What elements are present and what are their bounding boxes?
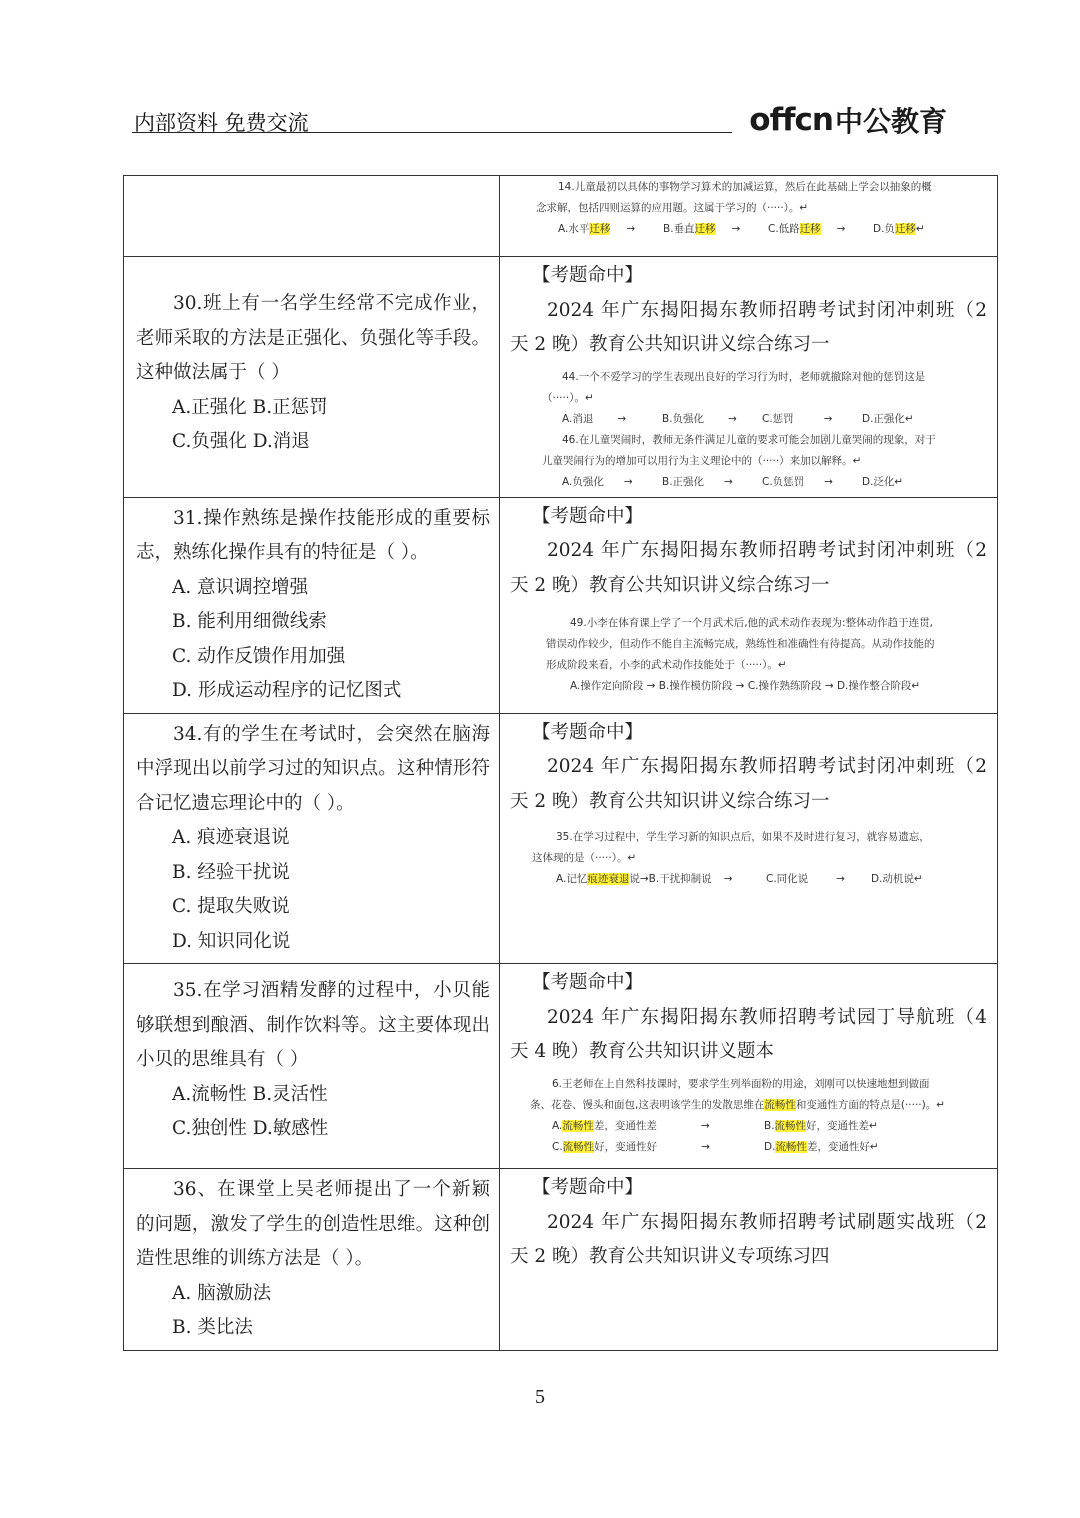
question-option: A. 意识调控增强 <box>172 576 309 598</box>
snippet-line: 49.小李在体育课上学了一个月武术后,他的武术动作表现为:整体动作趋于连贯, <box>570 617 933 629</box>
snippet-option: C.低路迁移 → <box>768 223 846 235</box>
question-option: B. 类比法 <box>172 1317 253 1338</box>
snippet-options <box>542 409 997 430</box>
source-title: 2024 年广东揭阳揭东教师招聘考试封闭冲刺班（2 天 2 晚）教育公共知识讲义综合练习一 <box>510 299 987 355</box>
page-header <box>132 98 947 136</box>
page-number: 5 <box>535 1386 545 1408</box>
snippet-options <box>530 1137 997 1158</box>
snippet-option: D.流畅性差，变通性好↵ <box>764 1140 879 1153</box>
source-cell <box>500 176 998 257</box>
snippet-line: 这体现的是（·····）。↵ <box>532 852 637 864</box>
table-row <box>124 176 998 257</box>
table-row <box>124 1169 998 1351</box>
snippet-option: B.垂直迁移 → <box>663 223 741 235</box>
snippet-line: 14.儿童最初以具体的事物学习算术的加减运算，然后在此基础上学会以抽象的概 <box>558 181 932 193</box>
question-cell <box>124 713 500 964</box>
snippet-option: C.负惩罚 → <box>762 475 833 488</box>
snippet-option: D.负迁移↵ <box>873 223 925 235</box>
question-option: C.负强化 D.消退 <box>172 431 310 452</box>
source-screenshot-snippet <box>500 1074 997 1160</box>
question-stem: 35.在学习酒精发酵的过程中，小贝能够联想到酿酒、制作饮料等。这主要体现出小贝的思维具有（ ） <box>136 980 490 1070</box>
snippet-option: A.消退 → <box>562 412 627 425</box>
question-cell <box>124 257 500 498</box>
snippet-line: 6.王老师在上自然科技课时，要求学生列举面粉的用途，刘刚可以快速地想到做面 <box>552 1077 930 1090</box>
snippet-options <box>532 869 997 890</box>
question-option: A. 痕迹衰退说 <box>172 827 290 848</box>
source-screenshot-snippet <box>500 823 997 894</box>
header-left-text: 内部资料 免费交流 <box>134 111 309 135</box>
question-option: C.独创性 D.敏感性 <box>172 1118 329 1139</box>
question-cell <box>124 1169 500 1351</box>
hit-label: 【考题命中】 <box>532 721 644 743</box>
hit-label: 【考题命中】 <box>532 972 644 993</box>
source-screenshot-snippet <box>500 367 997 497</box>
snippet-option: D.正强化↵ <box>862 412 914 425</box>
question-option: D. 知识同化说 <box>172 930 291 952</box>
question-cell <box>124 497 500 713</box>
question-cell <box>124 176 500 257</box>
source-cell <box>500 497 998 713</box>
source-screenshot-snippet <box>500 176 997 240</box>
question-stem: 30.班上有一名学生经常不完成作业，老师采取的方法是正强化、负强化等手段。这种做法属于（ ） <box>136 293 490 383</box>
snippet-options <box>536 219 997 240</box>
snippet-options <box>542 472 997 493</box>
logo-latin-text: offcn <box>749 102 833 138</box>
snippet-option: B.正强化 → <box>662 475 733 488</box>
snippet-option: B.负强化 → <box>662 412 737 425</box>
snippet-line: 46.在儿童哭闹时，教师无条件满足儿童的要求可能会加剧儿童哭闹的现象，对于 <box>562 433 936 446</box>
question-stem: 34.有的学生在考试时，会突然在脑海中浮现出以前学习过的知识点。这种情形符合记忆遗忘理论中的（ ）。 <box>136 723 490 814</box>
snippet-option: A.负强化 → <box>562 475 633 488</box>
snippet-option: C.惩罚 → <box>762 412 833 425</box>
source-title: 2024 年广东揭阳揭东教师招聘考试刷题实战班（2 天 2 晚）教育公共知识讲义专项练习四 <box>510 1211 987 1267</box>
table-row <box>124 713 998 964</box>
snippet-line: 儿童哭闹行为的增加可以用行为主义理论中的（·····）来加以解释。↵ <box>542 454 862 467</box>
snippet-line: 形成阶段来看，小李的武术动作技能处于（·····）。↵ <box>546 659 787 671</box>
source-cell <box>500 257 998 498</box>
table-row <box>124 964 998 1169</box>
question-match-table <box>123 175 998 1351</box>
question-option: D. 形成运动程序的记忆图式 <box>172 680 402 701</box>
header-underline <box>132 132 732 133</box>
snippet-option: D.泛化↵ <box>862 475 904 488</box>
snippet-line: 35.在学习过程中，学生学习新的知识点后，如果不及时进行复习，就容易遗忘， <box>556 831 930 843</box>
source-cell <box>500 713 998 964</box>
snippet-option: A.水平迁移 → <box>558 223 636 235</box>
question-option: A. 脑激励法 <box>172 1282 272 1304</box>
snippet-option: C.流畅性好，变通性好 → <box>552 1140 710 1153</box>
question-option: A.流畅性 B.灵活性 <box>172 1083 328 1105</box>
question-option: B. 能利用细微线索 <box>172 611 327 632</box>
source-title: 2024 年广东揭阳揭东教师招聘考试封闭冲刺班（2 天 2 晚）教育公共知识讲义综合练习一 <box>510 540 987 596</box>
source-screenshot-snippet <box>500 607 997 701</box>
question-option: B. 经验干扰说 <box>172 861 290 883</box>
question-option: C. 动作反馈作用加强 <box>172 645 346 667</box>
snippet-option: A.流畅性差，变通性差 → <box>552 1119 710 1132</box>
snippet-line: 条、花卷、馒头和面包,这表明该学生的发散思维在流畅性和变通性方面的特点是(·····)。↵ <box>530 1098 946 1111</box>
source-title: 2024 年广东揭阳揭东教师招聘考试园丁导航班（4 天 4 晚）教育公共知识讲义题本 <box>510 1006 987 1062</box>
snippet-option: A.记忆痕迹衰退说→B.干扰抑制说 → <box>556 873 733 885</box>
question-option: A.正强化 B.正惩罚 <box>172 396 328 418</box>
snippet-option: C.同化说 → <box>766 873 845 885</box>
snippet-line: 错误动作较少，但动作不能自主流畅完成，熟练性和准确性有待提高。从动作技能的 <box>546 638 935 650</box>
snippet-option: D.动机说↵ <box>871 873 923 885</box>
snippet-option: B.流畅性好，变通性差↵ <box>764 1119 878 1132</box>
question-stem: 31.操作熟练是操作技能形成的重要标志，熟练化操作具有的特征是（ ）。 <box>136 507 490 563</box>
hit-label: 【考题命中】 <box>532 505 644 527</box>
snippet-line: （·····）。↵ <box>542 391 594 404</box>
snippet-options <box>530 1116 997 1137</box>
snippet-line: 44.一个不爱学习的学生表现出良好的学习行为时，老师就撤除对他的惩罚这是 <box>562 370 926 383</box>
question-option: C. 提取失败说 <box>172 896 290 917</box>
table-row <box>124 257 998 498</box>
snippet-options: A.操作定向阶段 → B.操作模仿阶段 → C.操作熟练阶段 → D.操作整合阶段↵ <box>570 680 921 692</box>
question-cell <box>124 964 500 1169</box>
offcn-logo <box>749 98 947 136</box>
snippet-line: 念求解，包括四则运算的应用题。这属于学习的（·····）。↵ <box>536 202 809 214</box>
source-cell <box>500 1169 998 1351</box>
table-row <box>124 497 998 713</box>
question-stem: 36、在课堂上吴老师提出了一个新颖的问题，激发了学生的创造性思维。这种创造性思维的训练方法是（ ）。 <box>136 1179 490 1269</box>
hit-label: 【考题命中】 <box>532 265 644 286</box>
source-cell <box>500 964 998 1169</box>
hit-label: 【考题命中】 <box>532 1177 644 1198</box>
logo-chinese-text: 中公教育 <box>834 105 947 138</box>
source-title: 2024 年广东揭阳揭东教师招聘考试封闭冲刺班（2 天 2 晚）教育公共知识讲义综合练习一 <box>510 756 987 812</box>
